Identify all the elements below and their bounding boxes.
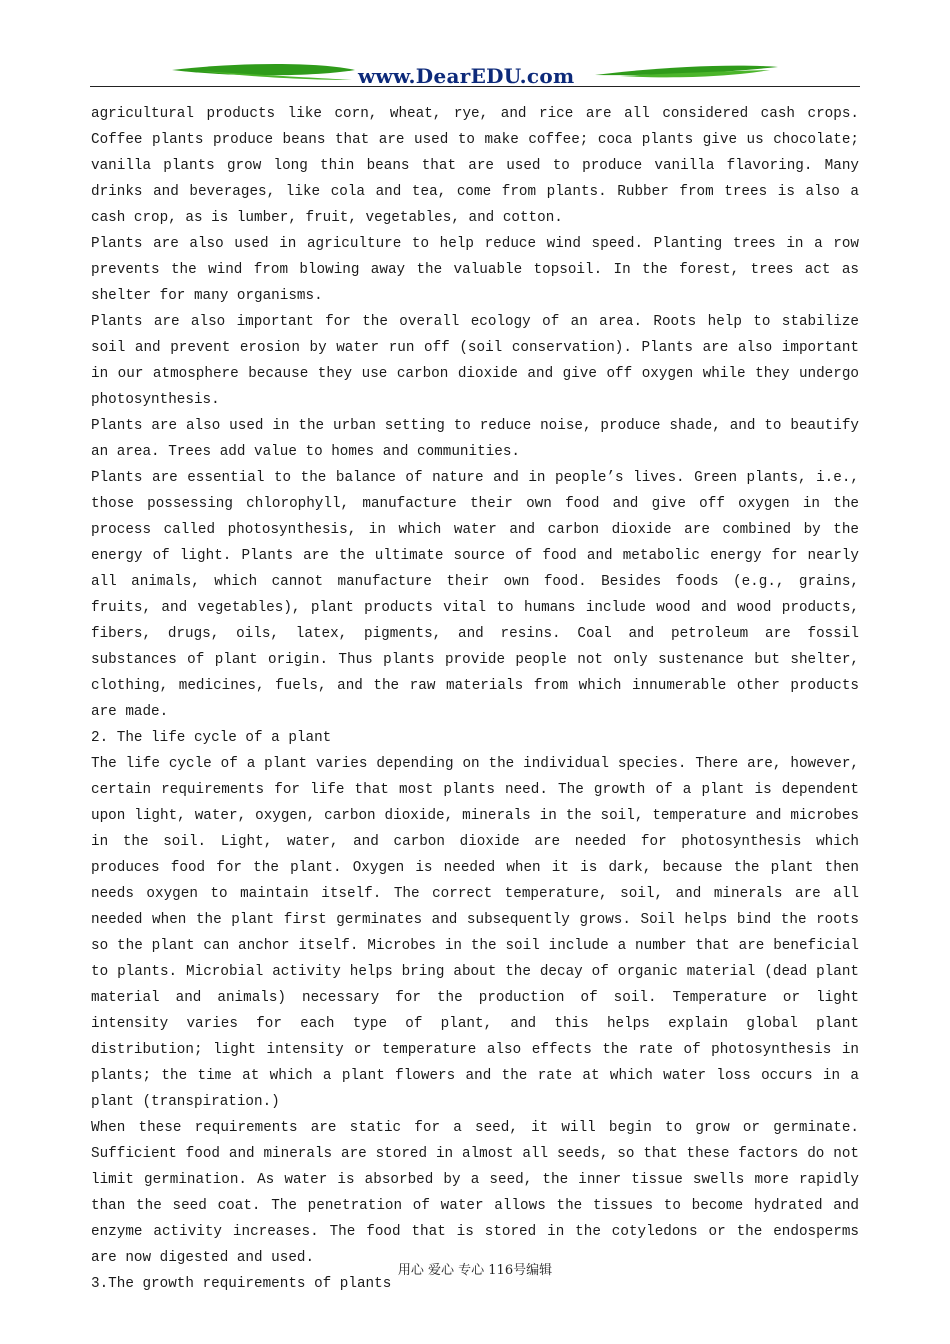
paragraph-germination: When these requirements are static for a seed, it will begin to grow or germinate. Sufficient food and minerals are stored in almost all seeds, so that these factors do not limit germination. As water is absorbed by a seed, the inner tissue swells more rapidly than the seed coat. The penetration of water allows the tissues to become hydrated and enzyme activity increases. The food that is stored in the cotyledons or the endosperms are now digested and used. — [91, 1120, 859, 1266]
paragraph-life-cycle: The life cycle of a plant varies depending on the individual species. There are, however, certain requirements for life that most plants need. The growth of a plant is dependent upon light, water, oxygen, carbon dioxide, minerals in the soil, temperature and microbes in the soil. Light, water, and carbon dioxide are needed for photosynthesis which produces food for the plant. Oxygen is needed when it is dark, because the plant then needs oxygen to maintain itself. The correct temperature, soil, and minerals are all needed when the plant first germinates and subsequently grows. Soil helps bind the roots so the plant can anchor itself. Microbes in the soil include a number that are beneficial to plants. Microbial activity helps bring about the decay of organic material (dead plant material and animals) necessary for the production of soil. Temperature or light intensity varies for each type of plant, and this helps explain global plant distribution; light intensity or temperature also effects the rate of photosynthesis in plants; the time at which a plant flowers and the rate at which water loss occurs in a plant (transpiration.) — [91, 756, 859, 1110]
paragraph-urban-setting: Plants are also used in the urban setting to reduce noise, produce shade, and to beautify an area. Trees add value to homes and communities. — [91, 418, 859, 460]
document-body — [91, 101, 859, 1297]
paragraph-cash-crops: agricultural products like corn, wheat, rye, and rice are all considered cash crops. Coffee plants produce beans that are used to make coffee; coca plants give us chocolate; vanilla plants grow long thin beans that are used to produce vanilla flavoring. Many drinks and beverages, like cola and tea, come from plants. Rubber from trees is also a cash crop, as is lumber, fruit, vegetables, and cotton. — [91, 106, 859, 226]
section-heading-growth-requirements: 3.The growth requirements of plants — [91, 1276, 392, 1292]
section-heading-life-cycle: 2. The life cycle of a plant — [91, 730, 332, 746]
header-divider — [90, 86, 860, 87]
site-logo[interactable]: www.DearEDU.com — [358, 64, 575, 88]
paragraph-balance-of-nature: Plants are essential to the balance of nature and in people’s lives. Green plants, i.e., those possessing chlorophyll, manufacture their own food and give off oxygen in the process called photosynthesis, in which water and carbon dioxide are combined by the energy of light. Plants are the ultimate source of food and metabolic energy for nearly all animals, which cannot manufacture their own food. Besides foods (e.g., grains, fruits, and vegetables), plant products vital to humans include wood and wood products, fibers, drugs, oils, latex, pigments, and resins. Coal and petroleum are fossil substances of plant origin. Thus plants provide people not only sustenance but shelter, clothing, medicines, fuels, and the raw materials from which innumerable other products are made. — [91, 470, 859, 720]
page-footer: 用心 爱心 专心 116号编辑 — [397, 1263, 553, 1278]
paragraph-wind-speed: Plants are also used in agriculture to help reduce wind speed. Planting trees in a row prevents the wind from blowing away the valuable topsoil. In the forest, trees act as shelter for many organisms. — [91, 236, 859, 304]
left-swoosh — [172, 64, 355, 75]
paragraph-ecology: Plants are also important for the overall ecology of an area. Roots help to stabilize soil and prevent erosion by water run off (soil conservation). Plants are also important in our atmosphere because they use carbon dioxide and give off oxygen while they undergo photosynthesis. — [91, 314, 859, 408]
